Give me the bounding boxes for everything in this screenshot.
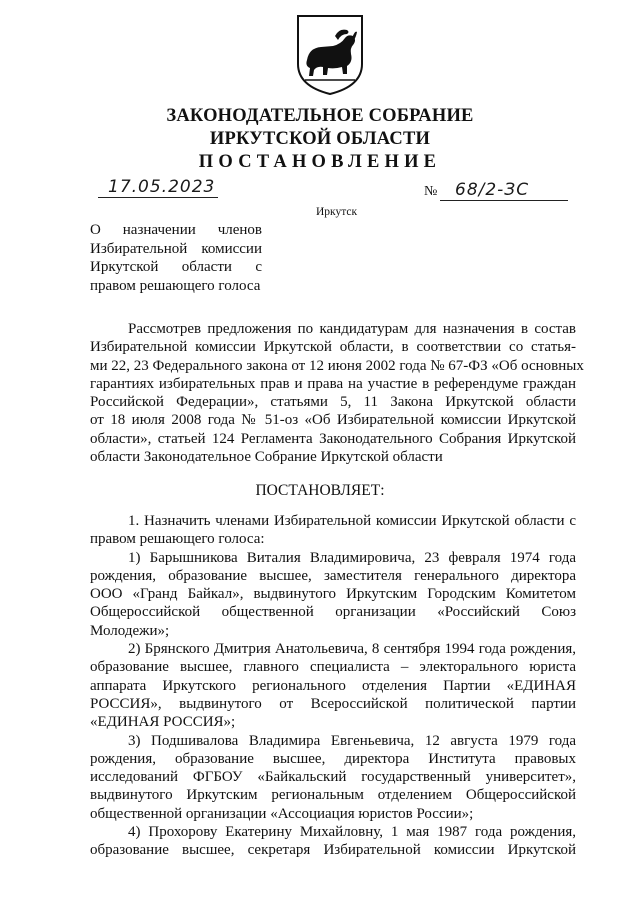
- text-line: 2) Брянского Дмитрия Анатольевича, 8 сентября 1994 года рождения,: [128, 641, 576, 658]
- text-line: 3) Подшивалова Владимира Евгеньевича, 12 августа 1979 года: [128, 732, 576, 749]
- date-underline: [98, 197, 218, 198]
- text-line: Рассмотрев предложения по кандидатурам для назначения в состав: [128, 321, 576, 337]
- subject-line: Иркутской области с: [90, 259, 262, 275]
- org-title-line1: ЗАКОНОДАТЕЛЬНОЕ СОБРАНИЕ: [166, 106, 474, 126]
- org-title-line2: ИРКУТСКОЙ ОБЛАСТИ: [209, 129, 431, 149]
- text-line: образование высшее, главного специалиста – электорального юриста: [90, 659, 576, 676]
- handwritten-number: 68/2-ЗС: [455, 180, 530, 200]
- text-line: рождения, образование высшее, директора Института правовых: [90, 750, 576, 767]
- number-label: №: [424, 184, 438, 199]
- text-line: от 18 июля 2008 года № 51-оз «Об Избирательной комиссии Иркутской: [90, 412, 576, 429]
- subject-line: правом решающего голоса: [90, 277, 261, 294]
- text-line: 1) Барышникова Виталия Владимировича, 23 февраля 1974 года: [128, 549, 576, 566]
- text-line: аппарата Иркутского регионального отделения Партии «ЕДИНАЯ: [90, 677, 576, 694]
- decree-items: [90, 512, 576, 860]
- subject-line: Избирательной комиссии: [90, 240, 262, 257]
- text-line: РОССИЯ», выдвинутого от Всероссийской политической партии: [90, 695, 576, 712]
- text-line: «ЕДИНАЯ РОССИЯ»;: [90, 714, 236, 731]
- text-line: гарантиях избирательных прав и права на участие в референдуме граждан: [90, 375, 576, 392]
- text-line: Молодежи»;: [90, 622, 170, 639]
- text-line: области», статьей 124 Регламента Законодательного Собрания Иркутской: [90, 430, 576, 447]
- text-line: Избирательной комиссии Иркутской области, в соответствии со статья-: [90, 339, 576, 356]
- document-type-title: ПОСТАНОВЛЕНИЕ: [198, 152, 442, 172]
- text-line: общественной организации «Ассоциация юристов России»;: [90, 805, 474, 822]
- subject-line: О назначении членов: [90, 222, 262, 238]
- text-line: 4) Прохорову Екатерину Михайловну, 1 мая 1987 года рождения,: [128, 824, 576, 841]
- text-line: ООО «Гранд Байкал», выдвинутого Иркутским Городским Комитетом: [90, 586, 576, 603]
- text-line: правом решающего голоса:: [90, 531, 265, 548]
- handwritten-date: 17.05.2023: [108, 177, 216, 197]
- city-name: Иркутск: [316, 206, 358, 218]
- decree-heading: ПОСТАНОВЛЯЕТ:: [255, 482, 385, 499]
- text-line: Российской Федерации», статьями 5, 11 Закона Иркутской области: [90, 394, 576, 411]
- text-line: рождения, образование высшее, заместителя генерального директора: [90, 567, 576, 584]
- text-line: образование высшее, секретаря Избирательной комиссии Иркутской: [90, 842, 576, 859]
- text-line: Общероссийской общественной организации «Российский Союз: [90, 604, 576, 621]
- preamble-paragraph: [90, 320, 584, 466]
- text-line: ми 22, 23 Федерального закона от 12 июня 2002 года № 67-ФЗ «Об основных: [90, 357, 584, 374]
- coat-of-arms-emblem: [295, 14, 365, 96]
- text-line: исследований ФГБОУ «Байкальский государственный университет»,: [90, 769, 576, 786]
- text-line: выдвинутого Иркутским региональным отделением Общероссийской: [90, 787, 576, 804]
- text-line: 1. Назначить членами Избирательной комиссии Иркутской области с: [128, 513, 576, 529]
- text-line: области Законодательное Собрание Иркутской области: [90, 449, 443, 466]
- document-subject: [90, 221, 262, 295]
- number-underline: [440, 200, 568, 201]
